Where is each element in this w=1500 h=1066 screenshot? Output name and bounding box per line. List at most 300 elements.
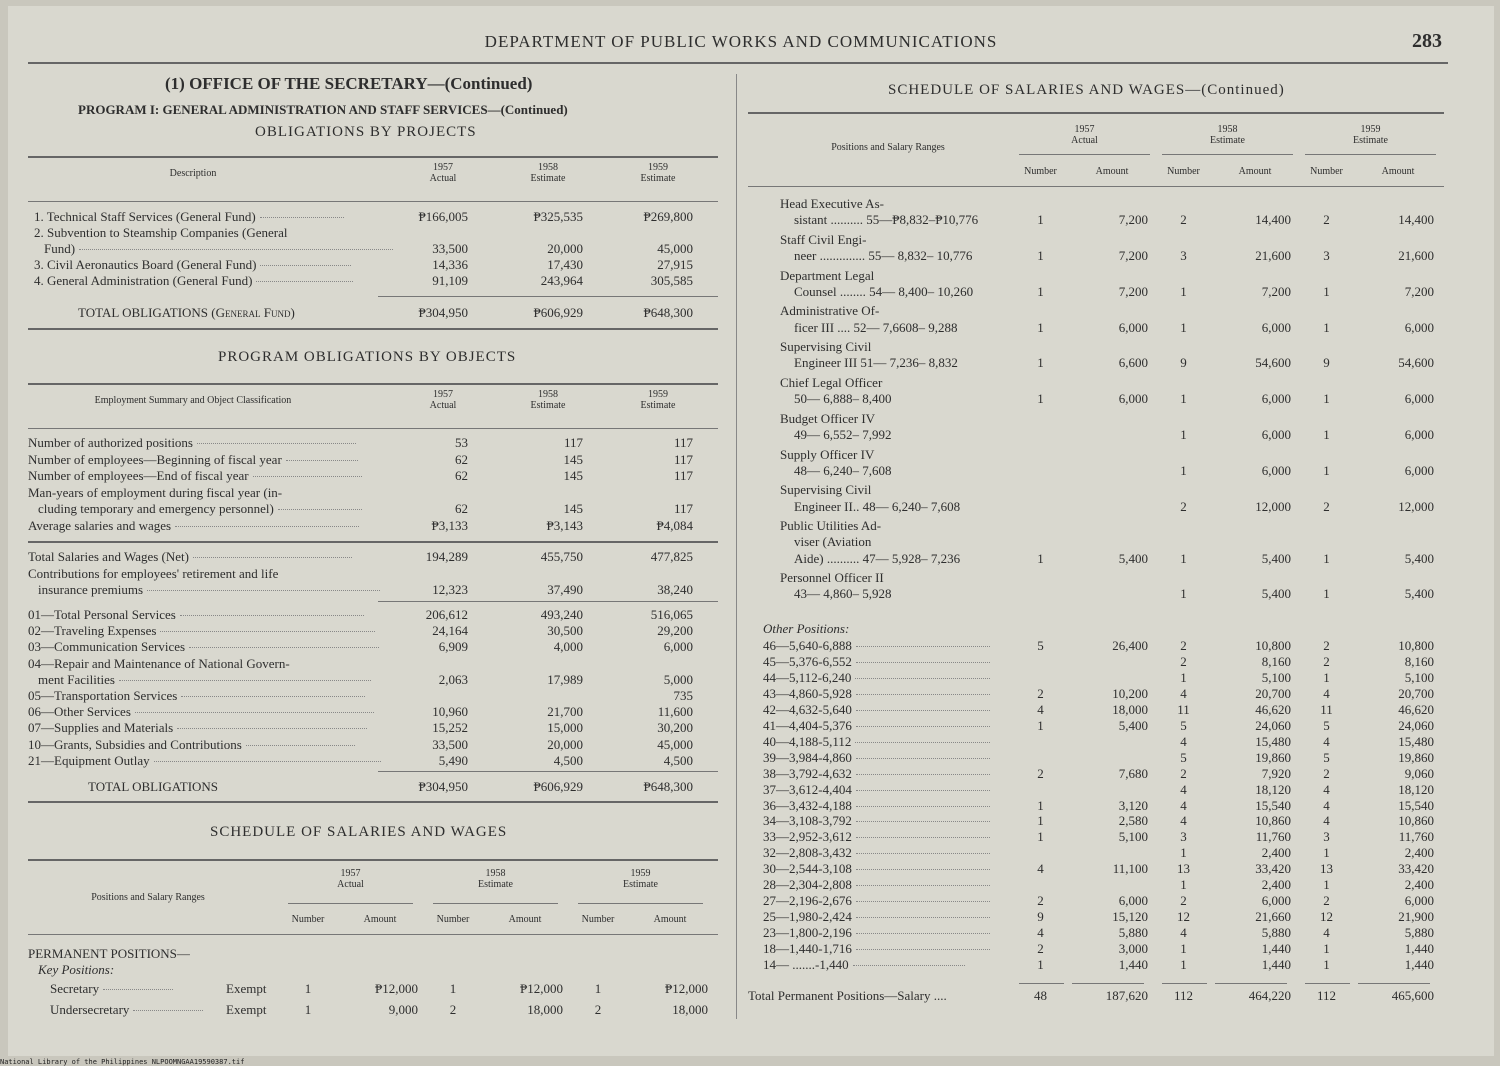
cell-value: 1 bbox=[1180, 550, 1187, 566]
salary-range: 14— .......-1,440 bbox=[763, 957, 965, 973]
column-header-year: 1959 Estimate bbox=[623, 868, 658, 890]
rule bbox=[288, 903, 413, 904]
cell-value: 38,240 bbox=[657, 582, 693, 597]
cell-value: 20,000 bbox=[547, 736, 583, 752]
cell-value: 2 bbox=[1323, 212, 1330, 228]
column-header-year: 1958 Estimate bbox=[530, 162, 566, 184]
cell-value: 6,000 bbox=[1261, 319, 1291, 335]
cell-value: 18,000 bbox=[672, 1002, 708, 1017]
cell-value: 24,060 bbox=[1255, 717, 1291, 733]
salary-range: 37—3,612-4,404 bbox=[763, 782, 990, 798]
row-label: 21—Equipment Outlay bbox=[28, 753, 381, 769]
total-value: ₱648,300 bbox=[643, 779, 693, 794]
leader-dots bbox=[856, 806, 990, 807]
cell-value: 4 bbox=[1037, 861, 1044, 877]
rule bbox=[748, 186, 1444, 187]
cell-value: 493,240 bbox=[540, 607, 583, 622]
cell-value: 6,000 bbox=[1118, 391, 1148, 407]
total-label: TOTAL OBLIGATIONS (General Fund) bbox=[78, 305, 295, 320]
cell-value: ₱12,000 bbox=[520, 981, 563, 996]
cell-value: 2 bbox=[1180, 653, 1187, 669]
salary-range: 18—1,440-1,716 bbox=[763, 941, 990, 957]
cell-value: 21,600 bbox=[1398, 248, 1434, 263]
cell-value: 2,400 bbox=[1261, 845, 1291, 861]
position-line: 43— 4,860– 5,928 bbox=[794, 586, 892, 602]
total-value: 112 bbox=[1316, 988, 1337, 1003]
cell-value: 10,800 bbox=[1255, 638, 1291, 653]
rule bbox=[28, 541, 718, 543]
column-header-positions: Positions and Salary Ranges bbox=[831, 142, 945, 153]
row-label: 4. General Administration (General Fund) bbox=[34, 273, 353, 289]
cell-value: 1 bbox=[1180, 283, 1187, 299]
cell-value: 1 bbox=[1323, 669, 1330, 685]
header-rule bbox=[28, 62, 1448, 64]
salary-range: 41—4,404-5,376 bbox=[763, 718, 990, 734]
cell-value: 30,500 bbox=[547, 623, 583, 639]
cell-value: 6,909 bbox=[438, 639, 468, 655]
column-header-year: 1957 Actual bbox=[337, 868, 364, 890]
objects-title: PROGRAM OBLIGATIONS BY OBJECTS bbox=[218, 349, 517, 365]
column-header-amount: Amount bbox=[653, 914, 687, 925]
cell-value: 10,860 bbox=[1255, 813, 1291, 829]
leader-dots bbox=[856, 758, 990, 759]
cell-value: 2 bbox=[1323, 638, 1330, 653]
cell-value: 2 bbox=[1037, 765, 1044, 781]
cell-value: 18,000 bbox=[527, 1002, 563, 1017]
row-label: cluding temporary and emergency personnel) bbox=[38, 501, 362, 517]
cell-value: 1 bbox=[1323, 319, 1330, 335]
cell-value: 5 bbox=[1323, 717, 1330, 733]
cell-value: 37,490 bbox=[547, 582, 583, 597]
cell-value: ₱12,000 bbox=[375, 981, 418, 996]
salary-range: 45—5,376-6,552 bbox=[763, 654, 990, 670]
cell-value: 145 bbox=[563, 501, 583, 516]
row-label: Number of authorized positions bbox=[28, 435, 356, 451]
leader-dots bbox=[177, 728, 367, 729]
cell-value: 1 bbox=[1323, 427, 1330, 442]
cell-value: 1 bbox=[1323, 586, 1330, 602]
rule bbox=[378, 771, 718, 772]
row-label: 04—Repair and Maintenance of National Govern- bbox=[28, 655, 290, 671]
salary-range: Exempt bbox=[226, 981, 267, 996]
column-header-year: 1958 Estimate bbox=[478, 868, 513, 890]
row-label: 03—Communication Services bbox=[28, 639, 379, 655]
rule bbox=[748, 112, 1444, 114]
cell-value: 3 bbox=[1180, 829, 1187, 845]
cell-value: 2,580 bbox=[1118, 813, 1148, 829]
cell-value: 20,000 bbox=[547, 241, 583, 256]
leader-dots bbox=[133, 1010, 203, 1011]
column-header-year: 1958 Estimate bbox=[1210, 124, 1245, 146]
rule bbox=[28, 383, 718, 385]
cell-value: 6,000 bbox=[1261, 391, 1291, 407]
cell-value: 6,600 bbox=[1118, 355, 1148, 371]
cell-value: 9,060 bbox=[1404, 765, 1434, 781]
cell-value: 1 bbox=[1180, 877, 1187, 893]
cell-value: 1 bbox=[1180, 586, 1187, 602]
row-label: 06—Other Services bbox=[28, 704, 374, 720]
cell-value: 4 bbox=[1323, 733, 1330, 749]
cell-value: 7,200 bbox=[1118, 248, 1148, 263]
column-header-year: 1957 Actual bbox=[1071, 124, 1098, 146]
cell-value: 10,960 bbox=[432, 704, 468, 720]
salary-range: 28—2,304-2,808 bbox=[763, 877, 990, 893]
leader-dots bbox=[856, 837, 990, 838]
cell-value: 14,400 bbox=[1398, 212, 1434, 228]
cell-value: 1,440 bbox=[1404, 941, 1434, 957]
cell-value: 5,880 bbox=[1404, 925, 1434, 941]
total-value: 48 bbox=[1034, 988, 1047, 1003]
rule bbox=[28, 428, 718, 429]
cell-value: 1 bbox=[1323, 877, 1330, 893]
cell-value: 5,400 bbox=[1118, 550, 1148, 566]
key-label: Key Positions: bbox=[38, 962, 115, 977]
cell-value: 6,000 bbox=[1118, 893, 1148, 909]
cell-value: 4 bbox=[1323, 781, 1330, 797]
permanent-label: PERMANENT POSITIONS— bbox=[28, 946, 190, 961]
position-line: Engineer III 51— 7,236– 8,832 bbox=[794, 355, 958, 371]
column-header-number: Number bbox=[291, 914, 325, 925]
cell-value: 9 bbox=[1323, 355, 1330, 371]
cell-value: 15,540 bbox=[1398, 797, 1434, 813]
leader-dots bbox=[856, 774, 990, 775]
leader-dots bbox=[79, 249, 393, 250]
column-header-year: 1959 Estimate bbox=[640, 162, 676, 184]
cell-value: 13 bbox=[1177, 861, 1190, 877]
total-value: ₱304,950 bbox=[418, 305, 468, 320]
cell-value: 1 bbox=[1180, 669, 1187, 685]
cell-value: 2 bbox=[1180, 893, 1187, 909]
cell-value: 2,400 bbox=[1404, 845, 1434, 861]
cell-value: 1 bbox=[304, 981, 312, 996]
column-header-number: Number bbox=[436, 914, 470, 925]
leader-dots bbox=[256, 281, 353, 282]
cell-value: 5,490 bbox=[438, 752, 468, 768]
cell-value: 11 bbox=[1320, 701, 1333, 717]
running-title: DEPARTMENT OF PUBLIC WORKS AND COMMUNICATIONS bbox=[484, 32, 998, 51]
column-header-amount: Amount bbox=[1095, 166, 1129, 177]
row-label: insurance premiums bbox=[38, 582, 380, 598]
total-value: 464,220 bbox=[1248, 988, 1291, 1003]
cell-value: 1 bbox=[1037, 248, 1044, 263]
cell-value: 24,060 bbox=[1398, 717, 1434, 733]
row-label: 2. Subvention to Steamship Companies (General bbox=[34, 225, 288, 240]
column-header-year: 1959 Estimate bbox=[640, 389, 676, 411]
position-line: Engineer II.. 48— 6,240– 7,608 bbox=[794, 498, 961, 514]
cell-value: 15,540 bbox=[1255, 797, 1291, 813]
rule bbox=[1072, 983, 1144, 984]
cell-value: 516,065 bbox=[650, 607, 693, 622]
leader-dots bbox=[147, 590, 380, 591]
cell-value: 4,500 bbox=[553, 752, 583, 768]
cell-value: 1 bbox=[1180, 462, 1187, 478]
cell-value: 2 bbox=[1323, 765, 1330, 781]
cell-value: 1 bbox=[1323, 391, 1330, 407]
cell-value: 46,620 bbox=[1255, 701, 1291, 717]
cell-value: 2 bbox=[1180, 212, 1187, 228]
column-header-description: Employment Summary and Object Classification bbox=[94, 395, 292, 406]
total-value: 187,620 bbox=[1105, 988, 1148, 1003]
rule bbox=[1358, 983, 1430, 984]
rule bbox=[1162, 154, 1293, 155]
cell-value: 17,430 bbox=[547, 257, 583, 272]
cell-value: 62 bbox=[455, 501, 468, 516]
rule bbox=[28, 801, 718, 803]
cell-value: 12,000 bbox=[1398, 498, 1434, 514]
cell-value: 735 bbox=[673, 688, 693, 703]
position-line: Supervising Civil bbox=[780, 482, 872, 498]
cell-value: 1 bbox=[1037, 717, 1044, 733]
cell-value: 4 bbox=[1180, 685, 1187, 701]
total-label: Total Permanent Positions—Salary .... bbox=[748, 988, 947, 1003]
cell-value: 1 bbox=[1323, 845, 1330, 861]
cell-value: 5 bbox=[1037, 638, 1044, 653]
rule bbox=[1305, 154, 1436, 155]
total-value: ₱606,929 bbox=[533, 305, 583, 320]
cell-value: 4,500 bbox=[663, 752, 693, 768]
cell-value: 33,420 bbox=[1255, 861, 1291, 877]
leader-dots bbox=[189, 647, 379, 648]
row-label: 05—Transportation Services bbox=[28, 688, 365, 704]
cell-value: 1 bbox=[304, 1002, 312, 1017]
position-line: Personnel Officer II bbox=[780, 570, 884, 586]
cell-value: 62 bbox=[455, 451, 468, 467]
cell-value: 1 bbox=[1180, 319, 1187, 335]
cell-value: 1 bbox=[1037, 283, 1044, 299]
rule bbox=[378, 296, 718, 297]
salary-range: 43—4,860-5,928 bbox=[763, 686, 990, 702]
cell-value: 7,200 bbox=[1118, 283, 1148, 299]
cell-value: 7,200 bbox=[1261, 283, 1291, 299]
cell-value: 4 bbox=[1180, 733, 1187, 749]
leader-dots bbox=[197, 443, 356, 444]
cell-value: 13 bbox=[1320, 861, 1333, 877]
column-header-number: Number bbox=[581, 914, 615, 925]
rule bbox=[28, 201, 718, 202]
cell-value: 15,480 bbox=[1398, 733, 1434, 749]
cell-value: 30,200 bbox=[657, 720, 693, 736]
rule bbox=[28, 328, 718, 330]
cell-value: 6,000 bbox=[1261, 893, 1291, 909]
cell-value: 2 bbox=[1037, 685, 1044, 701]
position-line: 48— 6,240– 7,608 bbox=[794, 462, 892, 478]
cell-value: 243,964 bbox=[540, 273, 583, 288]
cell-value: 477,825 bbox=[650, 549, 693, 564]
salary-range: 40—4,188-5,112 bbox=[763, 734, 990, 750]
salary-range: 42—4,632-5,640 bbox=[763, 702, 990, 718]
cell-value: 4 bbox=[1323, 685, 1330, 701]
position-line: Supervising Civil bbox=[780, 339, 872, 355]
cell-value: 27,915 bbox=[657, 257, 693, 272]
leader-dots bbox=[856, 869, 990, 870]
cell-value: ₱12,000 bbox=[665, 981, 708, 996]
leader-dots bbox=[856, 790, 990, 791]
cell-value: 455,750 bbox=[540, 549, 583, 564]
cell-value: 10,860 bbox=[1398, 813, 1434, 829]
cell-value: 4 bbox=[1323, 797, 1330, 813]
row-label: 10—Grants, Subsidies and Contributions bbox=[28, 737, 355, 753]
column-header-number: Number bbox=[1167, 166, 1200, 177]
schedule-continued-title: SCHEDULE OF SALARIES AND WAGES—(Continued) bbox=[888, 82, 1285, 98]
rule bbox=[28, 934, 718, 935]
cell-value: 1 bbox=[1323, 941, 1330, 957]
salary-range: 38—3,792-4,632 bbox=[763, 766, 990, 782]
position-line: 49— 6,552– 7,992 bbox=[794, 427, 892, 442]
cell-value: 3 bbox=[1323, 829, 1330, 845]
cell-value: 2 bbox=[594, 1002, 602, 1017]
cell-value: 12,323 bbox=[432, 582, 468, 597]
row-label: 1. Technical Staff Services (General Fund) bbox=[34, 209, 344, 225]
cell-value: 1 bbox=[1323, 462, 1330, 478]
cell-value: 5,400 bbox=[1261, 586, 1291, 602]
leader-dots bbox=[856, 885, 990, 886]
cell-value: 4 bbox=[1323, 813, 1330, 829]
cell-value: 12 bbox=[1320, 909, 1333, 925]
salary-range: 39—3,984-4,860 bbox=[763, 750, 990, 766]
rule bbox=[28, 859, 718, 861]
salary-range: 25—1,980-2,424 bbox=[763, 909, 990, 925]
cell-value: 4 bbox=[1180, 813, 1187, 829]
cell-value: 3 bbox=[1323, 248, 1330, 263]
cell-value: 5 bbox=[1180, 749, 1187, 765]
cell-value: 1 bbox=[1037, 829, 1044, 845]
cell-value: 33,500 bbox=[432, 241, 468, 256]
leader-dots bbox=[856, 694, 990, 695]
rule bbox=[1215, 983, 1287, 984]
cell-value: 4 bbox=[1037, 925, 1044, 941]
cell-value: 46,620 bbox=[1398, 701, 1434, 717]
leader-dots bbox=[856, 646, 990, 647]
cell-value: 5,400 bbox=[1404, 550, 1434, 566]
projects-title: OBLIGATIONS BY PROJECTS bbox=[255, 124, 477, 140]
rule bbox=[578, 903, 703, 904]
cell-value: 2,063 bbox=[438, 671, 468, 687]
leader-dots bbox=[286, 460, 358, 461]
cell-value: 1 bbox=[1180, 941, 1187, 957]
leader-dots bbox=[180, 615, 364, 616]
cell-value: 117 bbox=[673, 435, 693, 450]
salary-range: Exempt bbox=[226, 1002, 267, 1017]
cell-value: 1 bbox=[1180, 845, 1187, 861]
cell-value: 19,860 bbox=[1255, 749, 1291, 765]
total-value: ₱606,929 bbox=[533, 779, 583, 794]
position-line: 50— 6,888– 8,400 bbox=[794, 391, 892, 407]
cell-value: 1 bbox=[1037, 391, 1044, 407]
cell-value: 9,000 bbox=[388, 1002, 418, 1017]
total-label: TOTAL OBLIGATIONS bbox=[88, 779, 219, 794]
cell-value: ₱166,005 bbox=[418, 209, 468, 224]
cell-value: 11,600 bbox=[657, 704, 693, 720]
cell-value: 8,160 bbox=[1261, 653, 1291, 669]
column-header-amount: Amount bbox=[1238, 166, 1272, 177]
leader-dots bbox=[856, 901, 990, 902]
schedule-title: SCHEDULE OF SALARIES AND WAGES bbox=[210, 824, 508, 840]
office-title: (1) OFFICE OF THE SECRETARY—(Continued) bbox=[165, 74, 533, 93]
leader-dots bbox=[856, 917, 990, 918]
cell-value: 2 bbox=[1180, 498, 1187, 514]
cell-value: 1 bbox=[1323, 957, 1330, 972]
leader-dots bbox=[855, 742, 989, 743]
cell-value: 15,480 bbox=[1255, 733, 1291, 749]
cell-value: 29,200 bbox=[657, 623, 693, 639]
cell-value: 1,440 bbox=[1261, 941, 1291, 957]
leader-dots bbox=[154, 761, 381, 762]
cell-value: 2 bbox=[1037, 941, 1044, 957]
cell-value: 7,200 bbox=[1404, 283, 1434, 299]
cell-value: 54,600 bbox=[1255, 355, 1291, 371]
cell-value: 117 bbox=[673, 468, 693, 483]
total-value: 465,600 bbox=[1391, 988, 1434, 1003]
leader-dots bbox=[855, 678, 989, 679]
cell-value: 117 bbox=[673, 501, 693, 516]
cell-value: 1 bbox=[1323, 283, 1330, 299]
cell-value: 11,760 bbox=[1255, 829, 1291, 845]
column-header-amount: Amount bbox=[363, 914, 397, 925]
cell-value: ₱3,133 bbox=[431, 517, 468, 533]
leader-dots bbox=[160, 631, 375, 632]
position-name: Secretary bbox=[50, 981, 173, 997]
cell-value: 4 bbox=[1180, 925, 1187, 941]
position-name: Undersecretary bbox=[50, 1002, 203, 1018]
cell-value: 18,120 bbox=[1255, 781, 1291, 797]
rule bbox=[1019, 154, 1150, 155]
cell-value: 24,164 bbox=[432, 623, 468, 639]
cell-value: 1,440 bbox=[1261, 957, 1291, 972]
cell-value: 206,612 bbox=[425, 607, 468, 622]
total-value: 112 bbox=[1173, 988, 1194, 1003]
position-line: sistant .......... 55—₱8,832–₱10,776 bbox=[794, 212, 979, 228]
cell-value: 305,585 bbox=[650, 273, 693, 288]
scan-footer: National Library of the Philippines NLPOOMNGAA19590387.tif bbox=[0, 1058, 245, 1066]
cell-value: 1 bbox=[1037, 957, 1044, 972]
row-label: 01—Total Personal Services bbox=[28, 607, 364, 623]
cell-value: 1 bbox=[1037, 813, 1044, 829]
cell-value: 1 bbox=[594, 981, 602, 996]
cell-value: 6,000 bbox=[1404, 391, 1434, 407]
cell-value: 1 bbox=[1037, 319, 1044, 335]
cell-value: 6,000 bbox=[1261, 462, 1291, 478]
leader-dots bbox=[119, 680, 371, 681]
cell-value: 5,000 bbox=[663, 671, 693, 687]
cell-value: 54,600 bbox=[1398, 355, 1434, 371]
cell-value: 11,760 bbox=[1398, 829, 1434, 845]
cell-value: 4 bbox=[1180, 781, 1187, 797]
position-line: Supply Officer IV bbox=[780, 446, 875, 462]
salary-range: 32—2,808-3,432 bbox=[763, 845, 990, 861]
cell-value: 6,000 bbox=[1261, 427, 1291, 442]
row-label: 02—Traveling Expenses bbox=[28, 623, 375, 639]
cell-value: 1 bbox=[1180, 957, 1187, 972]
cell-value: 5,880 bbox=[1261, 925, 1291, 941]
leader-dots bbox=[856, 662, 990, 663]
program-title: PROGRAM I: GENERAL ADMINISTRATION AND STAFF SERVICES—(Continued) bbox=[78, 102, 568, 117]
row-label: Fund) bbox=[44, 241, 393, 257]
cell-value: 7,920 bbox=[1261, 765, 1291, 781]
cell-value: 6,000 bbox=[1404, 319, 1434, 335]
cell-value: 1 bbox=[1037, 550, 1044, 566]
row-label: Average salaries and wages bbox=[28, 518, 359, 534]
cell-value: 6,000 bbox=[1404, 462, 1434, 478]
position-line: viser (Aviation bbox=[794, 534, 872, 550]
cell-value: 117 bbox=[673, 451, 693, 467]
cell-value: 11 bbox=[1177, 701, 1190, 717]
other-positions-label: Other Positions: bbox=[763, 621, 850, 636]
cell-value: 1,440 bbox=[1404, 957, 1434, 972]
salary-range: 27—2,196-2,676 bbox=[763, 893, 990, 909]
salary-range: 33—2,952-3,612 bbox=[763, 829, 990, 845]
leader-dots bbox=[181, 696, 365, 697]
position-line: Chief Legal Officer bbox=[780, 375, 883, 390]
